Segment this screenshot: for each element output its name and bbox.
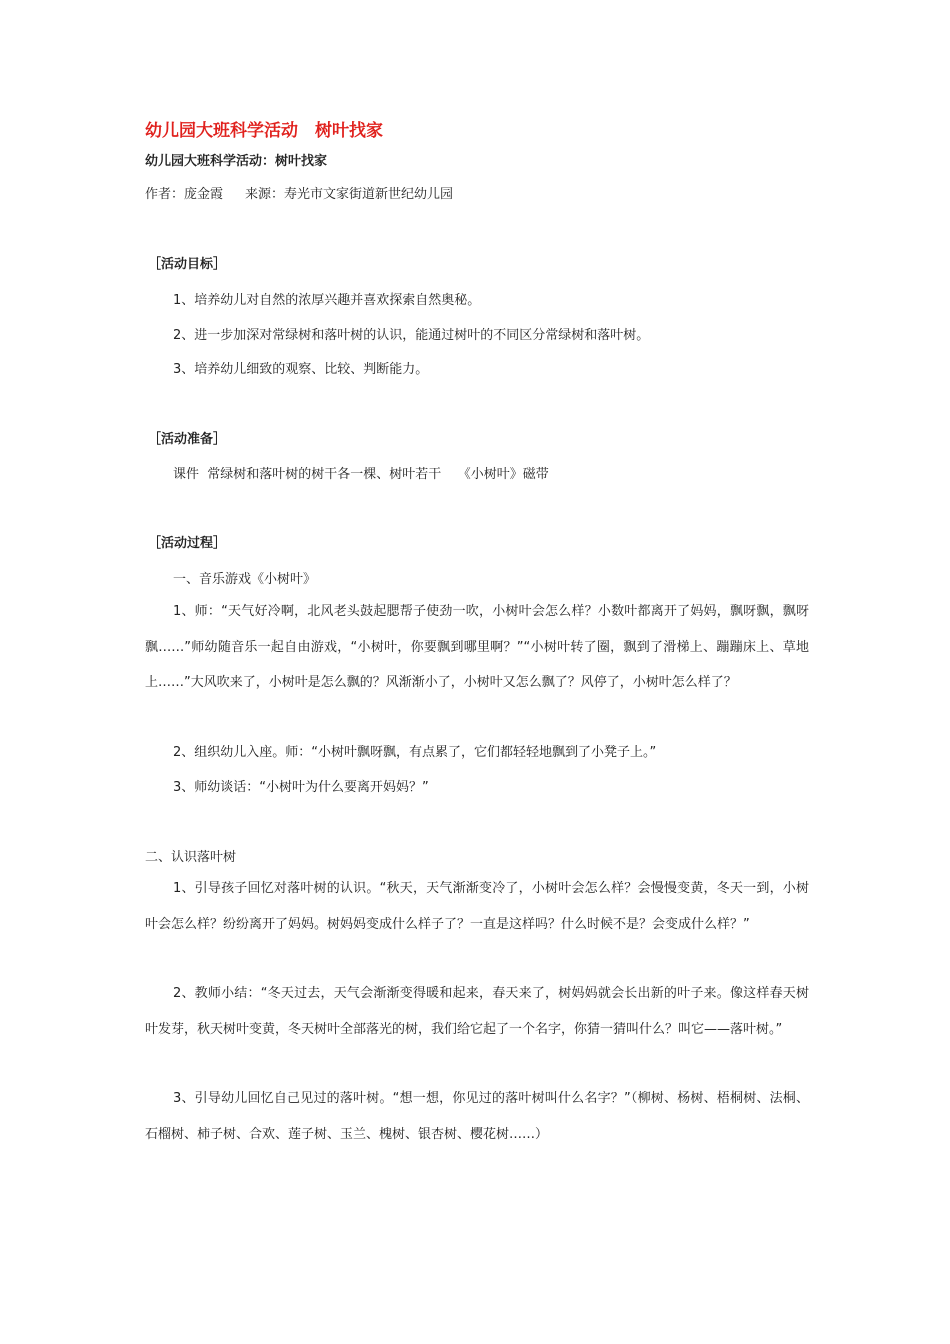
source-label: 来源： [245,187,285,202]
author-source-line [145,183,453,202]
goal-item: 1、培养幼儿对自然的浓厚兴趣并喜欢探索自然奥秘。 [173,293,481,308]
goal-item: 2、进一步加深对常绿树和落叶树的认识，能通过树叶的不同区分常绿树和落叶树。 [173,328,650,343]
part2-title: 二、认识落叶树 [145,850,237,865]
author-label: 作者： [145,187,185,202]
prep-heading: ［活动准备］ [148,432,227,447]
part1-item: 3、师幼谈话：“小树叶为什么要离开妈妈？” [173,780,429,795]
goal-item: 3、培养幼儿细致的观察、比较、判断能力。 [173,362,429,377]
part1-item: 1、师：“天气好冷啊，北风老头鼓起腮帮子使劲一吹，小树叶会怎么样？小数叶都离开了妈妈，飘呀飘，飘呀飘……”师幼随音乐一起自由游戏，“小树叶，你要飘到哪里啊？”“小树叶转了圈，飘到了滑梯上、蹦蹦床上、草地上……”大风吹来了，小树叶是怎么飘的？风渐渐小了，小树叶又怎么飘了？风停了，小树叶怎么样了？ [145,604,809,690]
prep-text: 课件 常绿树和落叶树的树干各一棵、树叶若干 《小树叶》磁带 [173,467,549,482]
process-heading: ［活动过程］ [148,536,227,551]
part2-item: 2、教师小结：“冬天过去，天气会渐渐变得暖和起来，春天来了，树妈妈就会长出新的叶子来。像这样春天树叶发芽，秋天树叶变黄，冬天树叶全部落光的树，我们给它起了一个名字，你猜一猜叫什么？叫它——落叶树。” [145,986,809,1037]
part1-title: 一、音乐游戏《小树叶》 [173,572,317,587]
author-name: 庞金霞 [184,187,224,202]
goals-heading: ［活动目标］ [148,257,227,272]
document-title: 幼儿园大班科学活动 树叶找家 [145,121,383,141]
document-subtitle: 幼儿园大班科学活动：树叶找家 [145,154,328,169]
part1-item: 2、组织幼儿入座。师：“小树叶飘呀飘，有点累了，它们都轻轻地飘到了小凳子上。” [173,745,657,760]
part2-item: 1、引导孩子回忆对落叶树的认识。“秋天，天气渐渐变冷了，小树叶会怎么样？会慢慢变黄，冬天一到，小树叶会怎么样？纷纷离开了妈妈。树妈妈变成什么样子了？一直是这样吗？什么时候不是？会变成什么样？” [145,881,809,932]
part2-item: 3、引导幼儿回忆自己见过的落叶树。“想一想，你见过的落叶树叫什么名字？”（柳树、杨树、梧桐树、法桐、石榴树、柿子树、合欢、莲子树、玉兰、槐树、银杏树、樱花树……） [145,1091,809,1142]
source-name: 寿光市文家街道新世纪幼儿园 [284,187,454,202]
